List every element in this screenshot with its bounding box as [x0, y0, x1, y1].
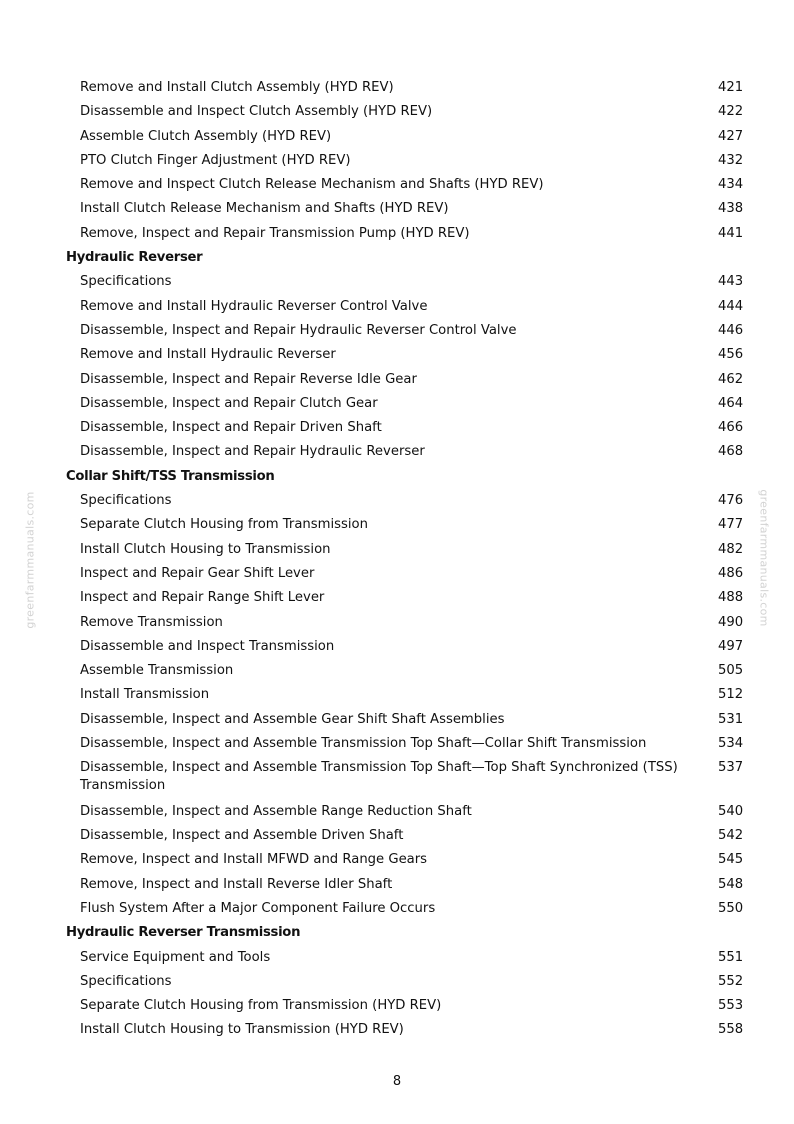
watermark-left: greenfarmmanuals.com — [23, 491, 37, 629]
toc-entry[interactable] — [0, 994, 794, 1018]
entry-page-number: 548 — [718, 876, 744, 892]
toc-entry[interactable] — [0, 197, 794, 221]
entry-title: Remove and Install Hydraulic Reverser — [80, 347, 336, 363]
toc-entry[interactable] — [0, 149, 794, 173]
entry-title: Install Clutch Housing to Transmission — [80, 541, 331, 557]
entry-title: Specifications — [80, 973, 172, 989]
toc-section-heading — [0, 246, 794, 270]
entry-title: Disassemble and Inspect Clutch Assembly (HYD REV) — [80, 104, 433, 120]
toc-entry[interactable] — [0, 125, 794, 149]
entry-page-number: 464 — [718, 395, 744, 411]
entry-page-number: 444 — [718, 298, 744, 314]
toc-entry[interactable] — [0, 800, 794, 824]
toc-entry[interactable] — [0, 659, 794, 683]
toc-entry[interactable] — [0, 489, 794, 513]
toc-entry[interactable] — [0, 873, 794, 897]
toc-entry[interactable] — [0, 611, 794, 635]
entry-title: PTO Clutch Finger Adjustment (HYD REV) — [80, 152, 351, 168]
entry-title: Specifications — [80, 274, 172, 290]
entry-page-number: 456 — [718, 347, 744, 363]
toc-entry[interactable] — [0, 295, 794, 319]
entry-title: Install Transmission — [80, 687, 210, 703]
entry-page-number: 552 — [718, 973, 744, 989]
entry-page-number: 553 — [718, 998, 744, 1014]
toc-entry[interactable] — [0, 343, 794, 367]
toc-entry[interactable] — [0, 100, 794, 124]
entry-title: Disassemble, Inspect and Repair Clutch Gear — [80, 395, 378, 411]
toc-section-heading — [0, 921, 794, 945]
entry-title: Assemble Clutch Assembly (HYD REV) — [80, 128, 332, 144]
entry-page-number: 534 — [718, 736, 744, 752]
table-of-contents — [0, 76, 794, 1043]
entry-title: Remove, Inspect and Repair Transmission Pump (HYD REV) — [80, 225, 470, 241]
entry-page-number: 432 — [718, 152, 744, 168]
entry-page-number: 466 — [718, 420, 744, 436]
toc-entry[interactable] — [0, 76, 794, 100]
entry-title: Disassemble, Inspect and Repair Reverse Idle Gear — [80, 371, 417, 387]
toc-entry[interactable] — [0, 708, 794, 732]
entry-title: Remove and Inspect Clutch Release Mechanism and Shafts (HYD REV) — [80, 177, 544, 193]
entry-page-number: 482 — [718, 541, 744, 557]
toc-entry[interactable] — [0, 416, 794, 440]
toc-entry[interactable] — [0, 270, 794, 294]
toc-entry[interactable] — [0, 732, 794, 756]
toc-section-heading — [0, 465, 794, 489]
toc-entry[interactable] — [0, 173, 794, 197]
toc-entry[interactable] — [0, 586, 794, 610]
entry-title: Remove Transmission — [80, 614, 223, 630]
entry-title: Remove and Install Clutch Assembly (HYD REV) — [80, 80, 394, 95]
entry-title: Disassemble, Inspect and Assemble Gear Shift Shaft Assemblies — [80, 711, 505, 727]
entry-page-number: 542 — [718, 828, 744, 844]
toc-entry[interactable] — [0, 440, 794, 464]
entry-page-number: 443 — [718, 274, 744, 290]
entry-page-number: 446 — [718, 322, 744, 338]
entry-title: Disassemble, Inspect and Assemble Transmission Top Shaft—Collar Shift Transmission — [80, 736, 647, 752]
entry-page-number: 427 — [718, 128, 744, 144]
entry-page-number: 468 — [718, 444, 744, 460]
entry-page-number: 462 — [718, 371, 744, 387]
section-title: Hydraulic Reverser — [66, 250, 203, 266]
toc-entry[interactable] — [0, 368, 794, 392]
entry-title: Service Equipment and Tools — [80, 949, 271, 965]
toc-entry[interactable] — [0, 756, 794, 800]
entry-title: Inspect and Repair Gear Shift Lever — [80, 565, 315, 581]
entry-title: Disassemble, Inspect and Assemble Transmission Top Shaft—Top Shaft Synchronized (TSS) Transmission — [80, 760, 678, 794]
entry-page-number: 537 — [718, 760, 744, 776]
entry-page-number: 558 — [718, 1022, 744, 1038]
toc-entry[interactable] — [0, 392, 794, 416]
entry-title: Disassemble, Inspect and Assemble Driven Shaft — [80, 828, 404, 844]
entry-title: Disassemble and Inspect Transmission — [80, 638, 335, 654]
entry-page-number: 490 — [718, 614, 744, 630]
section-title: Hydraulic Reverser Transmission — [66, 925, 301, 941]
page-number: 8 — [392, 1074, 402, 1089]
entry-page-number: 545 — [718, 852, 744, 868]
entry-title: Disassemble, Inspect and Repair Driven Shaft — [80, 420, 382, 436]
entry-title: Remove and Install Hydraulic Reverser Control Valve — [80, 298, 428, 314]
entry-page-number: 505 — [718, 663, 744, 679]
entry-title: Remove, Inspect and Install Reverse Idler Shaft — [80, 876, 393, 892]
entry-title: Disassemble, Inspect and Repair Hydraulic Reverser Control Valve — [80, 322, 517, 338]
entry-title: Inspect and Repair Range Shift Lever — [80, 590, 325, 606]
entry-page-number: 486 — [718, 565, 744, 581]
entry-page-number: 531 — [718, 711, 744, 727]
entry-page-number: 438 — [718, 201, 744, 217]
entry-title: Separate Clutch Housing from Transmission (HYD REV) — [80, 998, 442, 1014]
entry-title: Separate Clutch Housing from Transmission — [80, 517, 368, 533]
entry-page-number: 550 — [718, 901, 744, 916]
toc-entry[interactable] — [0, 562, 794, 586]
toc-entry[interactable] — [0, 683, 794, 707]
toc-entry[interactable] — [0, 946, 794, 970]
entry-page-number: 434 — [718, 177, 744, 193]
entry-page-number: 421 — [718, 80, 744, 95]
entry-title: Disassemble, Inspect and Assemble Range Reduction Shaft — [80, 803, 472, 819]
entry-page-number: 476 — [718, 493, 744, 509]
entry-page-number: 477 — [718, 517, 744, 533]
entry-title: Remove, Inspect and Install MFWD and Range Gears — [80, 852, 428, 868]
toc-entry[interactable] — [0, 1018, 794, 1042]
entry-page-number: 422 — [718, 104, 744, 120]
toc-entry[interactable] — [0, 897, 794, 921]
entry-page-number: 551 — [718, 949, 744, 965]
toc-entry[interactable] — [0, 222, 794, 246]
entry-title: Install Clutch Housing to Transmission (HYD REV) — [80, 1022, 404, 1038]
toc-entry[interactable] — [0, 538, 794, 562]
entry-title: Specifications — [80, 493, 172, 509]
entry-title: Flush System After a Major Component Failure Occurs — [80, 901, 436, 916]
toc-entry[interactable] — [0, 970, 794, 994]
entry-page-number: 512 — [718, 687, 744, 703]
entry-title: Disassemble, Inspect and Repair Hydraulic Reverser — [80, 444, 425, 460]
entry-page-number: 540 — [718, 803, 744, 819]
section-title: Collar Shift/TSS Transmission — [66, 468, 275, 484]
toc-entry[interactable] — [0, 824, 794, 848]
watermark-right: greenfarmmanuals.com — [757, 489, 771, 627]
toc-entry[interactable] — [0, 848, 794, 872]
toc-entry[interactable] — [0, 635, 794, 659]
toc-entry[interactable] — [0, 513, 794, 537]
entry-title: Install Clutch Release Mechanism and Shafts (HYD REV) — [80, 201, 449, 217]
entry-page-number: 441 — [718, 225, 744, 241]
entry-title: Assemble Transmission — [80, 663, 234, 679]
toc-entry[interactable] — [0, 319, 794, 343]
entry-page-number: 497 — [718, 638, 744, 654]
entry-page-number: 488 — [718, 590, 744, 606]
